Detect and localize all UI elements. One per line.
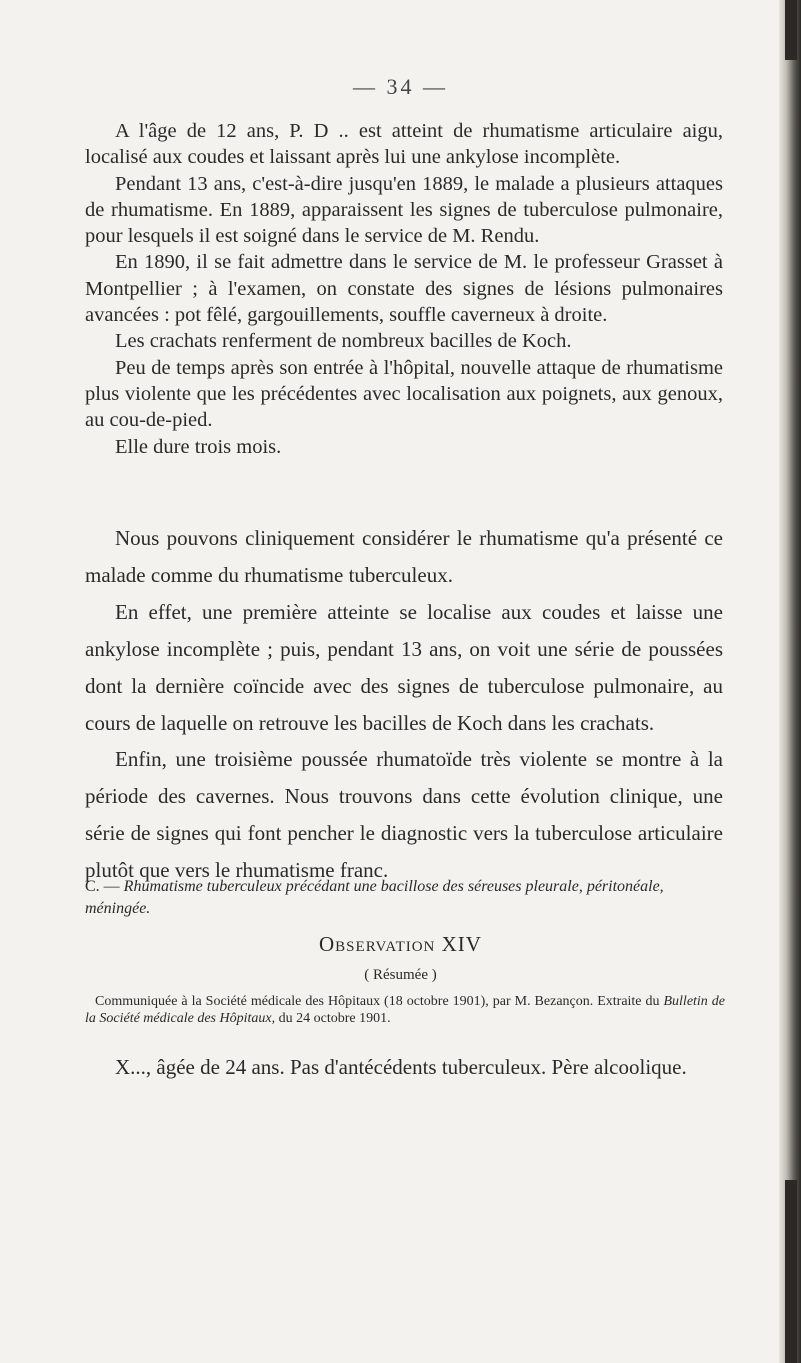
- paragraph: En 1890, il se fait admettre dans le service de M. le professeur Grasset à Montpellier ; à l'examen, on constate des signes de lésions pulmonaires avancées : pot fêlé, gargouillements, souffle caverneux à droite.: [85, 251, 723, 327]
- section-title: Rhumatisme tuberculeux précédant une bacillose des séreuses pleurale, péritonéale, méningée.: [85, 878, 664, 917]
- page-number: — 34 —: [353, 74, 448, 99]
- spine-shadow: [785, 0, 797, 60]
- observation-subtitle: ( Résumée ): [364, 967, 437, 983]
- paragraph: Nous pouvons cliniquement considérer le rhumatisme qu'a présenté ce malade comme du rhumatisme tuberculeux.: [85, 526, 723, 587]
- paragraph: En effet, une première atteinte se localise aux coudes et laisse une ankylose incomplète ; puis, pendant 13 ans, on voit une série de poussées dont la dernière coïncide avec des signes de tuberculose pulmonaire, au cours de laquelle on retrouve les bacilles de Koch dans les crachats.: [85, 599, 723, 735]
- section-label: C. —: [85, 878, 120, 895]
- spine-shadow: [785, 1180, 797, 1363]
- observation-first-paragraph: X..., âgée de 24 ans. Pas d'antécédents tuberculeux. Père alcoolique.: [115, 1055, 687, 1079]
- communication-prefix: Communiquée à la Société médicale des Hôpitaux (18 octobre 1901), par M. Bezançon. Extraite du: [95, 994, 660, 1009]
- communication-note: [85, 993, 725, 1027]
- communication-source: Bulletin de la Société médicale des Hôpitaux,: [85, 994, 725, 1026]
- paragraph: Enfin, une troisième poussée rhumatoïde très violente se montre à la période des cavernes. Nous trouvons dans cette évolution clinique, une série de signes qui font pencher le diagnostic vers la tuberculose articulaire plutôt que vers le rhumatisme franc.: [85, 747, 723, 883]
- observation-title: Observation XIV: [319, 932, 482, 956]
- paragraph: Peu de temps après son entrée à l'hôpital, nouvelle attaque de rhumatisme plus violente que les précédentes avec localisation aux poignets, aux genoux, au cou-de-pied.: [85, 356, 723, 432]
- paragraph: A l'âge de 12 ans, P. D .. est atteint de rhumatisme articulaire aigu, localisé aux coudes et laissant après lui une ankylose incomplète.: [85, 120, 723, 169]
- book-spine-edge: [779, 0, 801, 1363]
- section-heading: [85, 876, 725, 920]
- paragraph: Elle dure trois mois.: [115, 435, 282, 458]
- communication-suffix: du 24 octobre 1901.: [278, 1011, 391, 1026]
- top-paragraphs: [85, 118, 723, 460]
- paragraph: Pendant 13 ans, c'est-à-dire jusqu'en 1889, le malade a plusieurs attaques de rhumatisme. En 1889, apparaissent les signes de tuberculose pulmonaire, pour lesquels il est soigné dans le service de M. Rendu.: [85, 172, 723, 248]
- main-paragraphs: [85, 520, 723, 889]
- paragraph: Les crachats renferment de nombreux bacilles de Koch.: [115, 330, 572, 353]
